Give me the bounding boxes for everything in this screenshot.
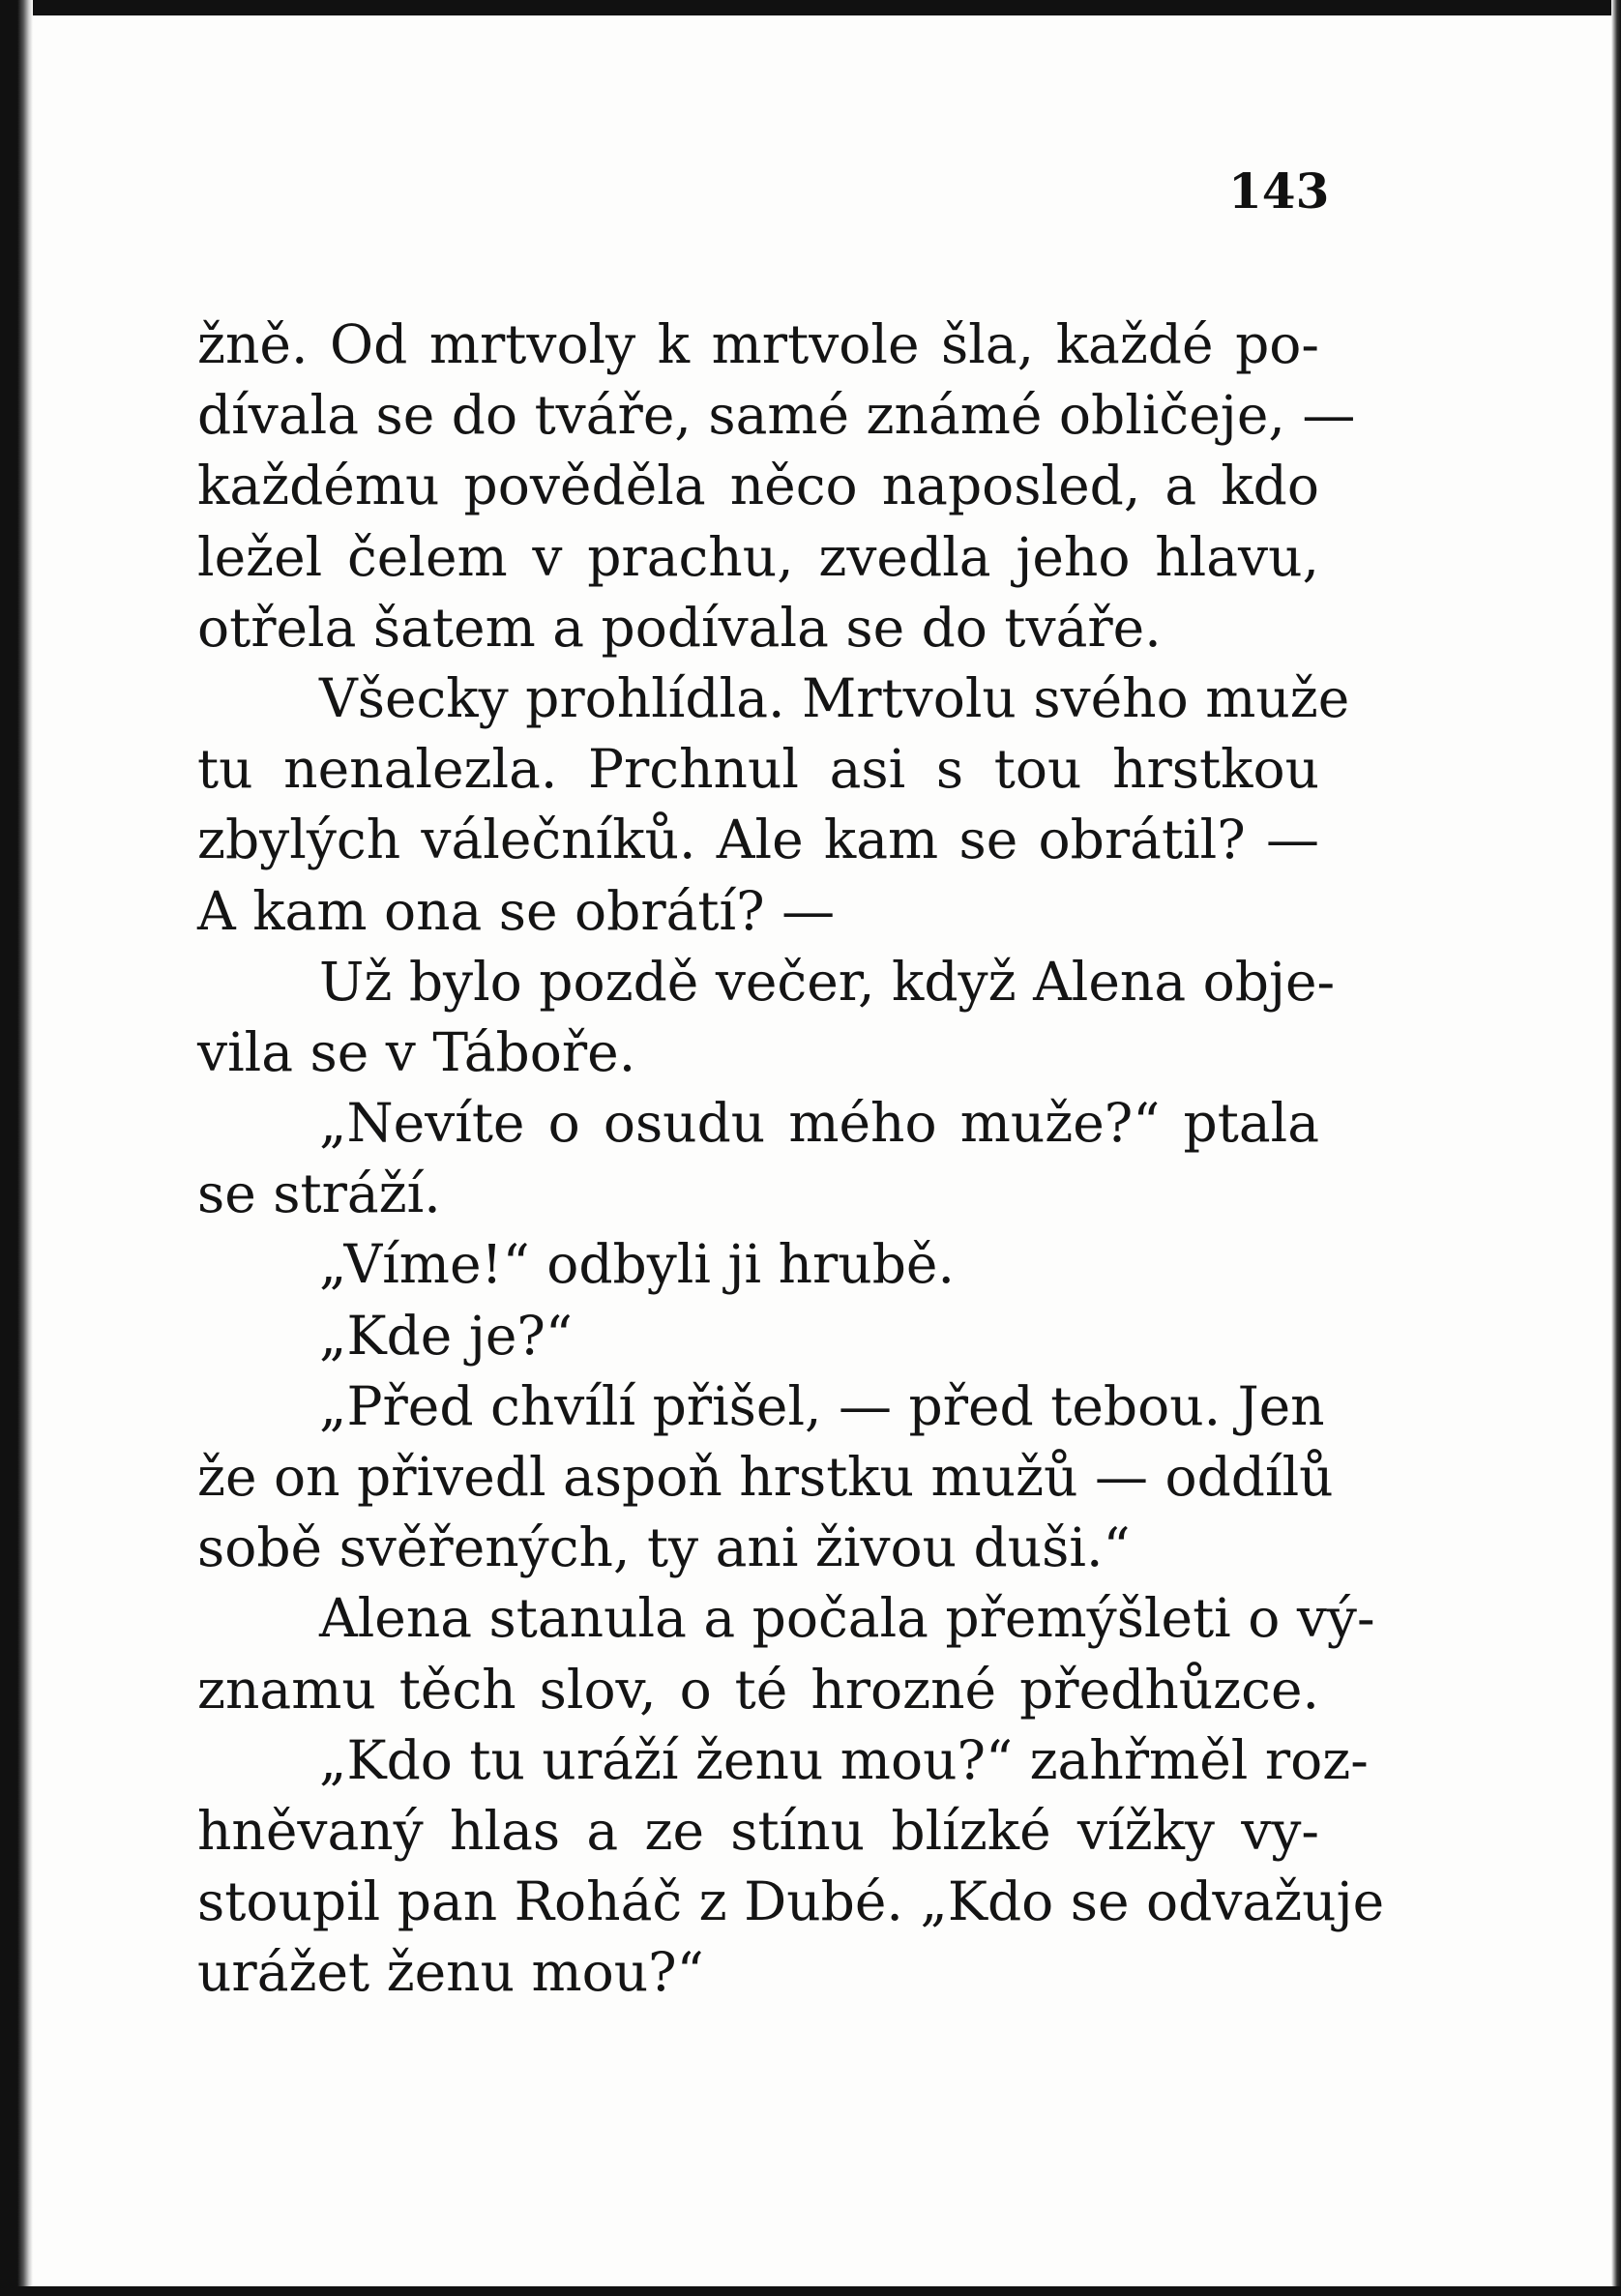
text-line: znamu těch slov, o té hrozné předhůzce. [197,1658,1319,1721]
text-line: „Nevíte o osudu mého muže?“ ptala [319,1092,1319,1155]
text-line: „Kdo tu uráží ženu mou?“ zahřměl roz- [319,1728,1369,1791]
page-number: 143 [1228,162,1330,220]
text-line: „Víme!“ odbyli ji hrubě. [319,1233,955,1296]
text-line: zbylých válečníků. Ale kam se obrátil? — [197,809,1319,871]
text-line: Všecky prohlídla. Mrtvolu svého muže [319,666,1350,729]
text-line: „Před chvílí přišel, — před tebou. Jen [319,1374,1325,1437]
text-line: žně. Od mrtvoly k mrtvole šla, každé po- [197,313,1319,375]
text-line: se stráží. [197,1163,441,1225]
scan-edge-bottom [0,2286,1621,2296]
scan-edge-right [1611,0,1621,2296]
text-line: vila se v Táboře. [197,1020,636,1083]
text-line: Už bylo pozdě večer, když Alena obje- [319,950,1336,1013]
text-line: že on přivedl aspoň hrstku mužů — oddílů [197,1446,1334,1508]
scan-edge-left [0,0,33,2296]
text-line: dívala se do tváře, samé známé obličeje, — [197,384,1356,447]
text-line: urážet ženu mou?“ [197,1941,704,2004]
text-line: Alena stanula a počala přemýšleti o vý- [319,1587,1375,1650]
text-line: otřela šatem a podívala se do tváře. [197,596,1162,659]
text-line: A kam ona se obrátí? — [197,879,836,942]
text-line: ležel čelem v prachu, zvedla jeho hlavu, [197,525,1319,588]
text-line: hněvaný hlas a ze stínu blízké vížky vy- [197,1799,1319,1862]
text-line: sobě svěřených, ty ani živou duši.“ [197,1516,1131,1579]
text-line: stoupil pan Roháč z Dubé. „Kdo se odvažuje [197,1870,1385,1933]
text-line: každému pověděla něco naposled, a kdo [197,455,1319,517]
scan-edge-top [0,0,1621,15]
body-text [197,309,1385,2009]
text-line: „Kde je?“ [319,1304,574,1367]
text-line: tu nenalezla. Prchnul asi s tou hrstkou [197,738,1319,801]
